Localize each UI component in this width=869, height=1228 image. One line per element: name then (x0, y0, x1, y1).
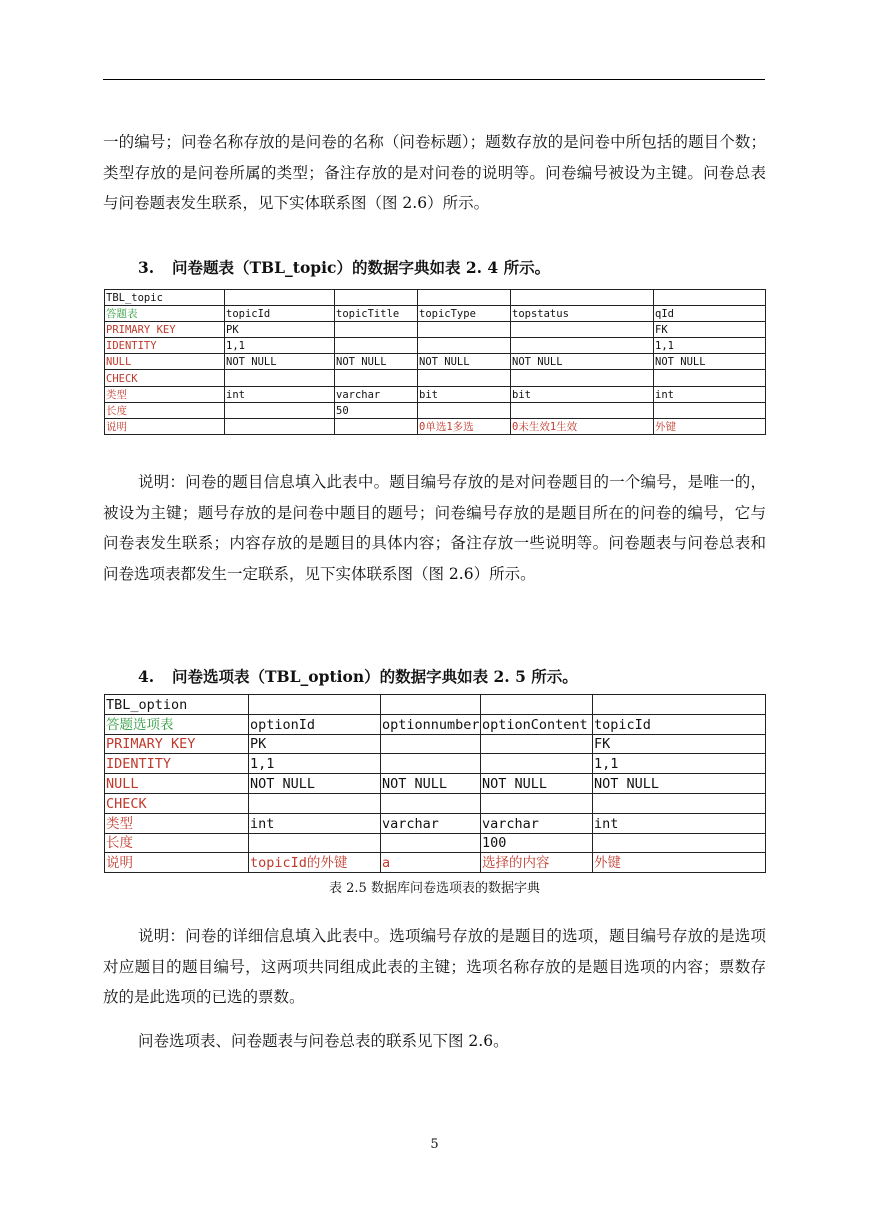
row-header-cell: 答题选项表 (105, 714, 249, 734)
section-4-heading (138, 665, 578, 687)
table-cell: topicId (225, 306, 335, 322)
table-cell: optionId (249, 714, 381, 734)
table-cell: NOT NULL (335, 354, 418, 370)
table-cell: varchar (335, 386, 418, 402)
table-cell (418, 402, 511, 418)
table-cell (593, 793, 766, 813)
table-cell: int (593, 813, 766, 833)
table-cell: int (225, 386, 335, 402)
section-3-number: 3. (138, 258, 155, 277)
table-cell: PK (225, 322, 335, 338)
table-cell (225, 418, 335, 434)
row-header-cell: CHECK (105, 793, 249, 813)
table-row (105, 774, 766, 794)
table-cell (225, 290, 335, 306)
table-cell: topicType (418, 306, 511, 322)
table-cell (335, 290, 418, 306)
table-cell: 1,1 (249, 754, 381, 774)
table-cell: 50 (335, 402, 418, 418)
table-cell (381, 754, 481, 774)
table-cell: NOT NULL (511, 354, 654, 370)
row-header-cell: CHECK (105, 370, 225, 386)
table-cell (511, 290, 654, 306)
row-header-cell: 类型 (105, 386, 225, 402)
table-cell: NOT NULL (225, 354, 335, 370)
option-table (104, 694, 766, 873)
table-cell (654, 402, 766, 418)
table-cell: topicTitle (335, 306, 418, 322)
table-caption: 表 2.5 数据库问卷选项表的数据字典 (329, 881, 540, 896)
table-cell (381, 833, 481, 853)
table-cell (481, 695, 593, 715)
table-cell (481, 734, 593, 754)
page-number: 5 (430, 1137, 439, 1152)
table-cell (593, 695, 766, 715)
table-row (105, 813, 766, 833)
table-cell (511, 322, 654, 338)
table-cell (654, 370, 766, 386)
table-cell: NOT NULL (249, 774, 381, 794)
row-header-cell: 长度 (105, 402, 225, 418)
table-cell: FK (593, 734, 766, 754)
table-row (105, 754, 766, 774)
table-cell: optionnumber (381, 714, 481, 734)
section-3-title: 问卷题表（TBL_topic）的数据字典如表 2. 4 所示。 (172, 258, 551, 277)
table-cell (481, 754, 593, 774)
table-cell (225, 370, 335, 386)
table-cell (335, 338, 418, 354)
table-cell (225, 402, 335, 418)
table-cell: 1,1 (593, 754, 766, 774)
table-row (105, 354, 766, 370)
table-cell: optionContent (481, 714, 593, 734)
table-cell: 外键 (654, 418, 766, 434)
table-cell (418, 290, 511, 306)
table-row (105, 833, 766, 853)
table-cell: NOT NULL (418, 354, 511, 370)
table-cell (381, 734, 481, 754)
table-cell: 选择的内容 (481, 853, 593, 873)
row-header-cell: PRIMARY KEY (105, 734, 249, 754)
topic-description-paragraph: 说明：问卷的题目信息填入此表中。题目编号存放的是对问卷题目的一个编号，是唯一的，被设为主键；题号存放的是问卷中题目的题号；问卷编号存放的是题目所在的问卷的编号，它与问卷表发生联系；内容存放的是题目的具体内容；备注存放一些说明等。问卷题表与问卷总表和问卷选项表都发生一定联系，见下实体联系图（图 2.6）所示。 (103, 473, 766, 583)
table-cell (511, 370, 654, 386)
row-header-cell: NULL (105, 774, 249, 794)
table-row (105, 793, 766, 813)
table-cell: PK (249, 734, 381, 754)
row-header-cell: 说明 (105, 853, 249, 873)
table-row (105, 386, 766, 402)
topic-table (104, 289, 766, 435)
table-row (105, 402, 766, 418)
table-row (105, 370, 766, 386)
table-cell: NOT NULL (654, 354, 766, 370)
table-cell: int (654, 386, 766, 402)
table-cell: bit (418, 386, 511, 402)
table-cell: bit (511, 386, 654, 402)
table-cell (418, 338, 511, 354)
table-cell: topstatus (511, 306, 654, 322)
table-row (105, 734, 766, 754)
row-header-cell: IDENTITY (105, 754, 249, 774)
table-cell: varchar (381, 813, 481, 833)
table-cell: 外键 (593, 853, 766, 873)
option-description-paragraph: 说明：问卷的详细信息填入此表中。选项编号存放的是题目的选项，题目编号存放的是选项对应题目的题目编号，这两项共同组成此表的主键；选项名称存放的是题目选项的内容；票数存放的是此选项的已选的票数。 (103, 927, 766, 1006)
table-cell (249, 833, 381, 853)
table-row (105, 714, 766, 734)
table-cell (249, 695, 381, 715)
intro-paragraph: 一的编号；问卷名称存放的是问卷的名称（问卷标题）；题数存放的是问卷中所包括的题目个数；类型存放的是问卷所属的类型；备注存放的是对问卷的说明等。问卷编号被设为主键。问卷总表与问卷题表发生联系，见下实体联系图（图 2.6）所示。 (103, 133, 766, 212)
section-3-heading (138, 256, 550, 278)
table-cell: NOT NULL (593, 774, 766, 794)
table-cell: 0单选1多选 (418, 418, 511, 434)
table-cell (381, 695, 481, 715)
table-cell: 100 (481, 833, 593, 853)
row-header-cell: TBL_topic (105, 290, 225, 306)
header-rule (103, 79, 765, 80)
table-row (105, 306, 766, 322)
table-cell: a (381, 853, 481, 873)
table-cell: int (249, 813, 381, 833)
table-cell: 1,1 (225, 338, 335, 354)
table-cell (654, 290, 766, 306)
table-cell (381, 793, 481, 813)
table-cell (511, 402, 654, 418)
section-4-number: 4. (138, 667, 155, 686)
table-cell (335, 418, 418, 434)
section-4-title: 问卷选项表（TBL_option）的数据字典如表 2. 5 所示。 (172, 667, 578, 686)
row-header-cell: 类型 (105, 813, 249, 833)
row-header-cell: PRIMARY KEY (105, 322, 225, 338)
row-header-cell: 长度 (105, 833, 249, 853)
table-cell: 1,1 (654, 338, 766, 354)
table-cell: topicId的外键 (249, 853, 381, 873)
table-cell (511, 338, 654, 354)
table-cell: NOT NULL (481, 774, 593, 794)
table-cell (481, 793, 593, 813)
table-cell (335, 370, 418, 386)
table-cell: qId (654, 306, 766, 322)
table-cell (335, 322, 418, 338)
row-header-cell: 答题表 (105, 306, 225, 322)
table-cell (418, 322, 511, 338)
table-cell (249, 793, 381, 813)
table-cell: NOT NULL (381, 774, 481, 794)
table-row (105, 338, 766, 354)
row-header-cell: NULL (105, 354, 225, 370)
table-row (105, 695, 766, 715)
table-cell (418, 370, 511, 386)
table-cell: FK (654, 322, 766, 338)
row-header-cell: TBL_option (105, 695, 249, 715)
table-row (105, 418, 766, 434)
table-row (105, 290, 766, 306)
row-header-cell: IDENTITY (105, 338, 225, 354)
table-cell: varchar (481, 813, 593, 833)
row-header-cell: 说明 (105, 418, 225, 434)
table-cell (593, 833, 766, 853)
table-cell: 0未生效1生效 (511, 418, 654, 434)
table-row (105, 853, 766, 873)
relation-paragraph: 问卷选项表、问卷题表与问卷总表的联系见下图 2.6。 (138, 1032, 509, 1050)
table-row (105, 322, 766, 338)
table-cell: topicId (593, 714, 766, 734)
